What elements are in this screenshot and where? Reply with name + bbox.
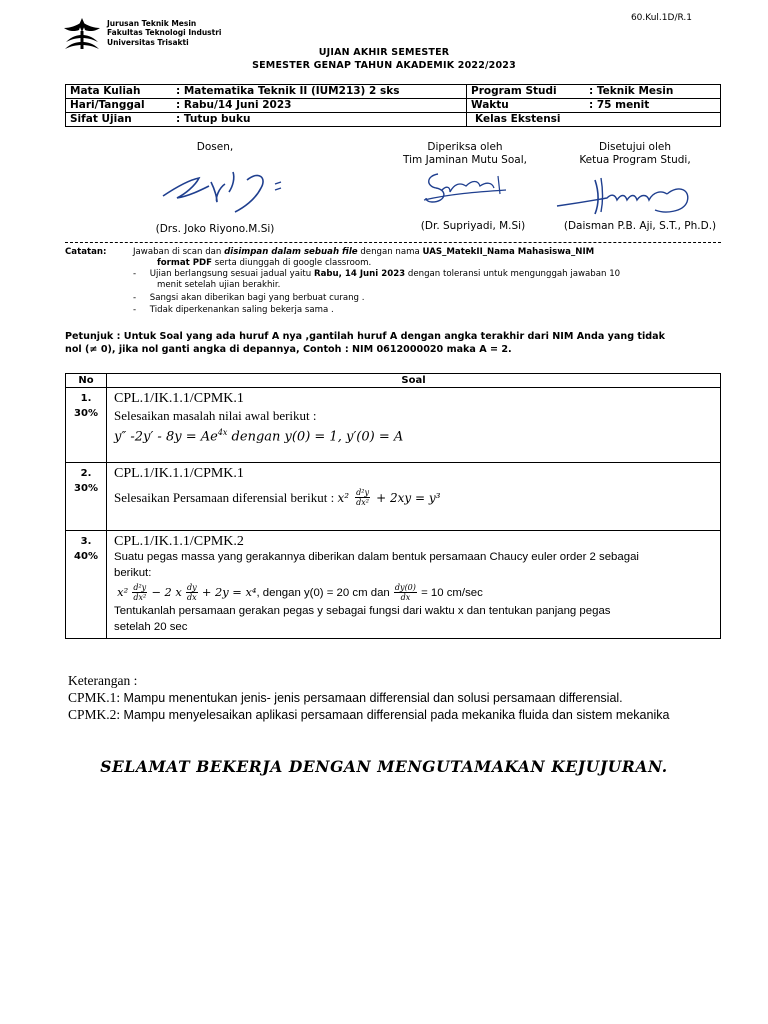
header-no: No [66,374,107,388]
info-label-mata-kuliah: Mata Kuliah [66,85,173,99]
pemeriksa-label-2: Tim Jaminan Mutu Soal, [403,154,527,166]
info-value-program-studi: : Teknik Mesin [585,85,721,99]
institution-faculty: Fakultas Teknologi Industri [107,28,222,38]
institution-department: Jurusan Teknik Mesin [107,19,197,28]
soal-line: Suatu pegas massa yang gerakannya diberikan dalam bentuk persamaan Chaucy euler order 2 sebagai [114,551,639,563]
course-info-table [65,84,721,127]
info-value-mata-kuliah: : Matematika Teknik II (IUM213) 2 sks [172,85,467,99]
keterangan-title: Keterangan : [68,673,138,688]
exam-subtitle: SEMESTER GENAP TAHUN AKADEMIK 2022/2023 [252,60,516,71]
penyetuju-label-2: Ketua Program Studi, [579,154,691,166]
soal-cpl: CPL.1/IK.1.1/CPMK.2 [114,534,244,549]
closing-message: SELAMAT BEKERJA DENGAN MENGUTAMAKAN KEJUJURAN. [100,757,668,776]
dosen-label: Dosen, [196,141,234,153]
soal-table [65,373,721,639]
catatan-item-2: - Ujian berlangsung sesuai jadual yaitu Rabu, 14 Juni 2023 dengan toleransi untuk mengunggah jawaban 10 menit setelah ujian berakhir. [133,269,621,290]
soal-weight: 40% [74,551,98,562]
soal-number: 1. 30% [66,388,107,463]
keterangan-cpmk1: CPMK.1: Mampu menentukan jenis- jenis persamaan differensial dan solusi persamaan differensial. [68,690,623,705]
header-soal: Soal [107,374,721,388]
pemeriksa-signature [420,166,510,208]
soal-content [107,463,721,531]
dosen-name: (Drs. Joko Riyono.M.Si) [155,223,275,235]
catatan-label: Catatan: [65,247,107,257]
exam-title: UJIAN AKHIR SEMESTER [318,47,450,58]
soal-line: berikut: [114,566,152,579]
penyetuju-name: (Daisman P.B. Aji, S.T., Ph.D.) [563,220,717,232]
soal-text-equation: Selesaikan Persamaan diferensial berikut : x² $\frac{\text{d²y}}{\text{dx²}}$ + 2xy = y³ [114,488,441,507]
soal-weight: 30% [74,408,98,419]
soal-number: 2. 30% [66,463,107,531]
info-label-hari-tanggal: Hari/Tanggal [66,99,173,113]
catatan-item-1: Jawaban di scan dan disimpan dalam sebuah file dengan nama UAS_MatekII_Nama Mahasiswa_NIM format PDF serta diunggah di google classroom. [133,247,595,268]
info-kelas: Kelas Ekstensi [467,113,721,127]
soal-row [66,463,721,531]
catatan-item-4: - Tidak diperkenankan saling bekerja sama . [133,305,334,315]
dosen-signature [155,158,295,218]
info-label-waktu: Waktu [467,99,586,113]
soal-equation: y″ $-2y' - 8y = Ae^{4x}$ dengan y(0) = 1, y′(0) = A [114,428,404,445]
petunjuk-line-2: nol (≠ 0), jika nol ganti angka di depannya, Contoh : NIM 0612000020 maka A = 2. [65,344,512,355]
soal-line: setelah 20 sec [114,620,188,633]
catatan-divider [65,242,721,243]
soal-content [107,388,721,463]
document-code: 60.Kul.1D/R.1 [630,13,692,23]
info-value-sifat-ujian: : Tutup buku [172,113,467,127]
soal-number: 3. 40% [66,531,107,639]
soal-row [66,388,721,463]
info-label-sifat-ujian: Sifat Ujian [66,113,173,127]
soal-weight: 30% [74,483,98,494]
catatan-item-3: - Sangsi akan diberikan bagi yang berbuat curang . [133,293,365,303]
soal-content [107,531,721,639]
penyetuju-signature [555,172,700,220]
info-value-waktu: : 75 menit [585,99,721,113]
institution-university: Universitas Trisakti [107,37,189,47]
soal-line: Tentukanlah persamaan gerakan pegas y sebagai fungsi dari waktu x dan tentukan panjang pegas [114,605,611,617]
soal-row [66,531,721,639]
soal-text: Selesaikan masalah nilai awal berikut : [114,408,317,423]
petunjuk-line-1: Petunjuk : Untuk Soal yang ada huruf A nya ,gantilah huruf A dengan angka terakhir dari NIM Anda yang tidak [65,331,666,342]
penyetuju-label-1: Disetujui oleh [599,141,671,153]
soal-cpl: CPL.1/IK.1.1/CPMK.1 [114,466,244,481]
keterangan-cpmk2: CPMK.2: Mampu menyelesaikan aplikasi persamaan differensial pada mekanika fluida dan sistem mekanika [68,707,670,722]
info-label-program-studi: Program Studi [467,85,586,99]
soal-equation: x² $\frac{\text{d²y}}{\text{dx²}}$ − 2 x $\frac{dy}{dx}$ + 2y = x⁴, dengan y(0) = 20 cm dan $\frac{dy(0)}{dx}$ = 10 cm/sec [117,583,483,603]
pemeriksa-label-1: Diperiksa oleh [427,141,503,153]
petunjuk [65,330,725,356]
institution-block [107,19,221,47]
soal-cpl: CPL.1/IK.1.1/CPMK.1 [114,391,244,406]
info-value-hari-tanggal: : Rabu/14 Juni 2023 [172,99,467,113]
pemeriksa-name: (Dr. Supriyadi, M.Si) [420,220,526,232]
